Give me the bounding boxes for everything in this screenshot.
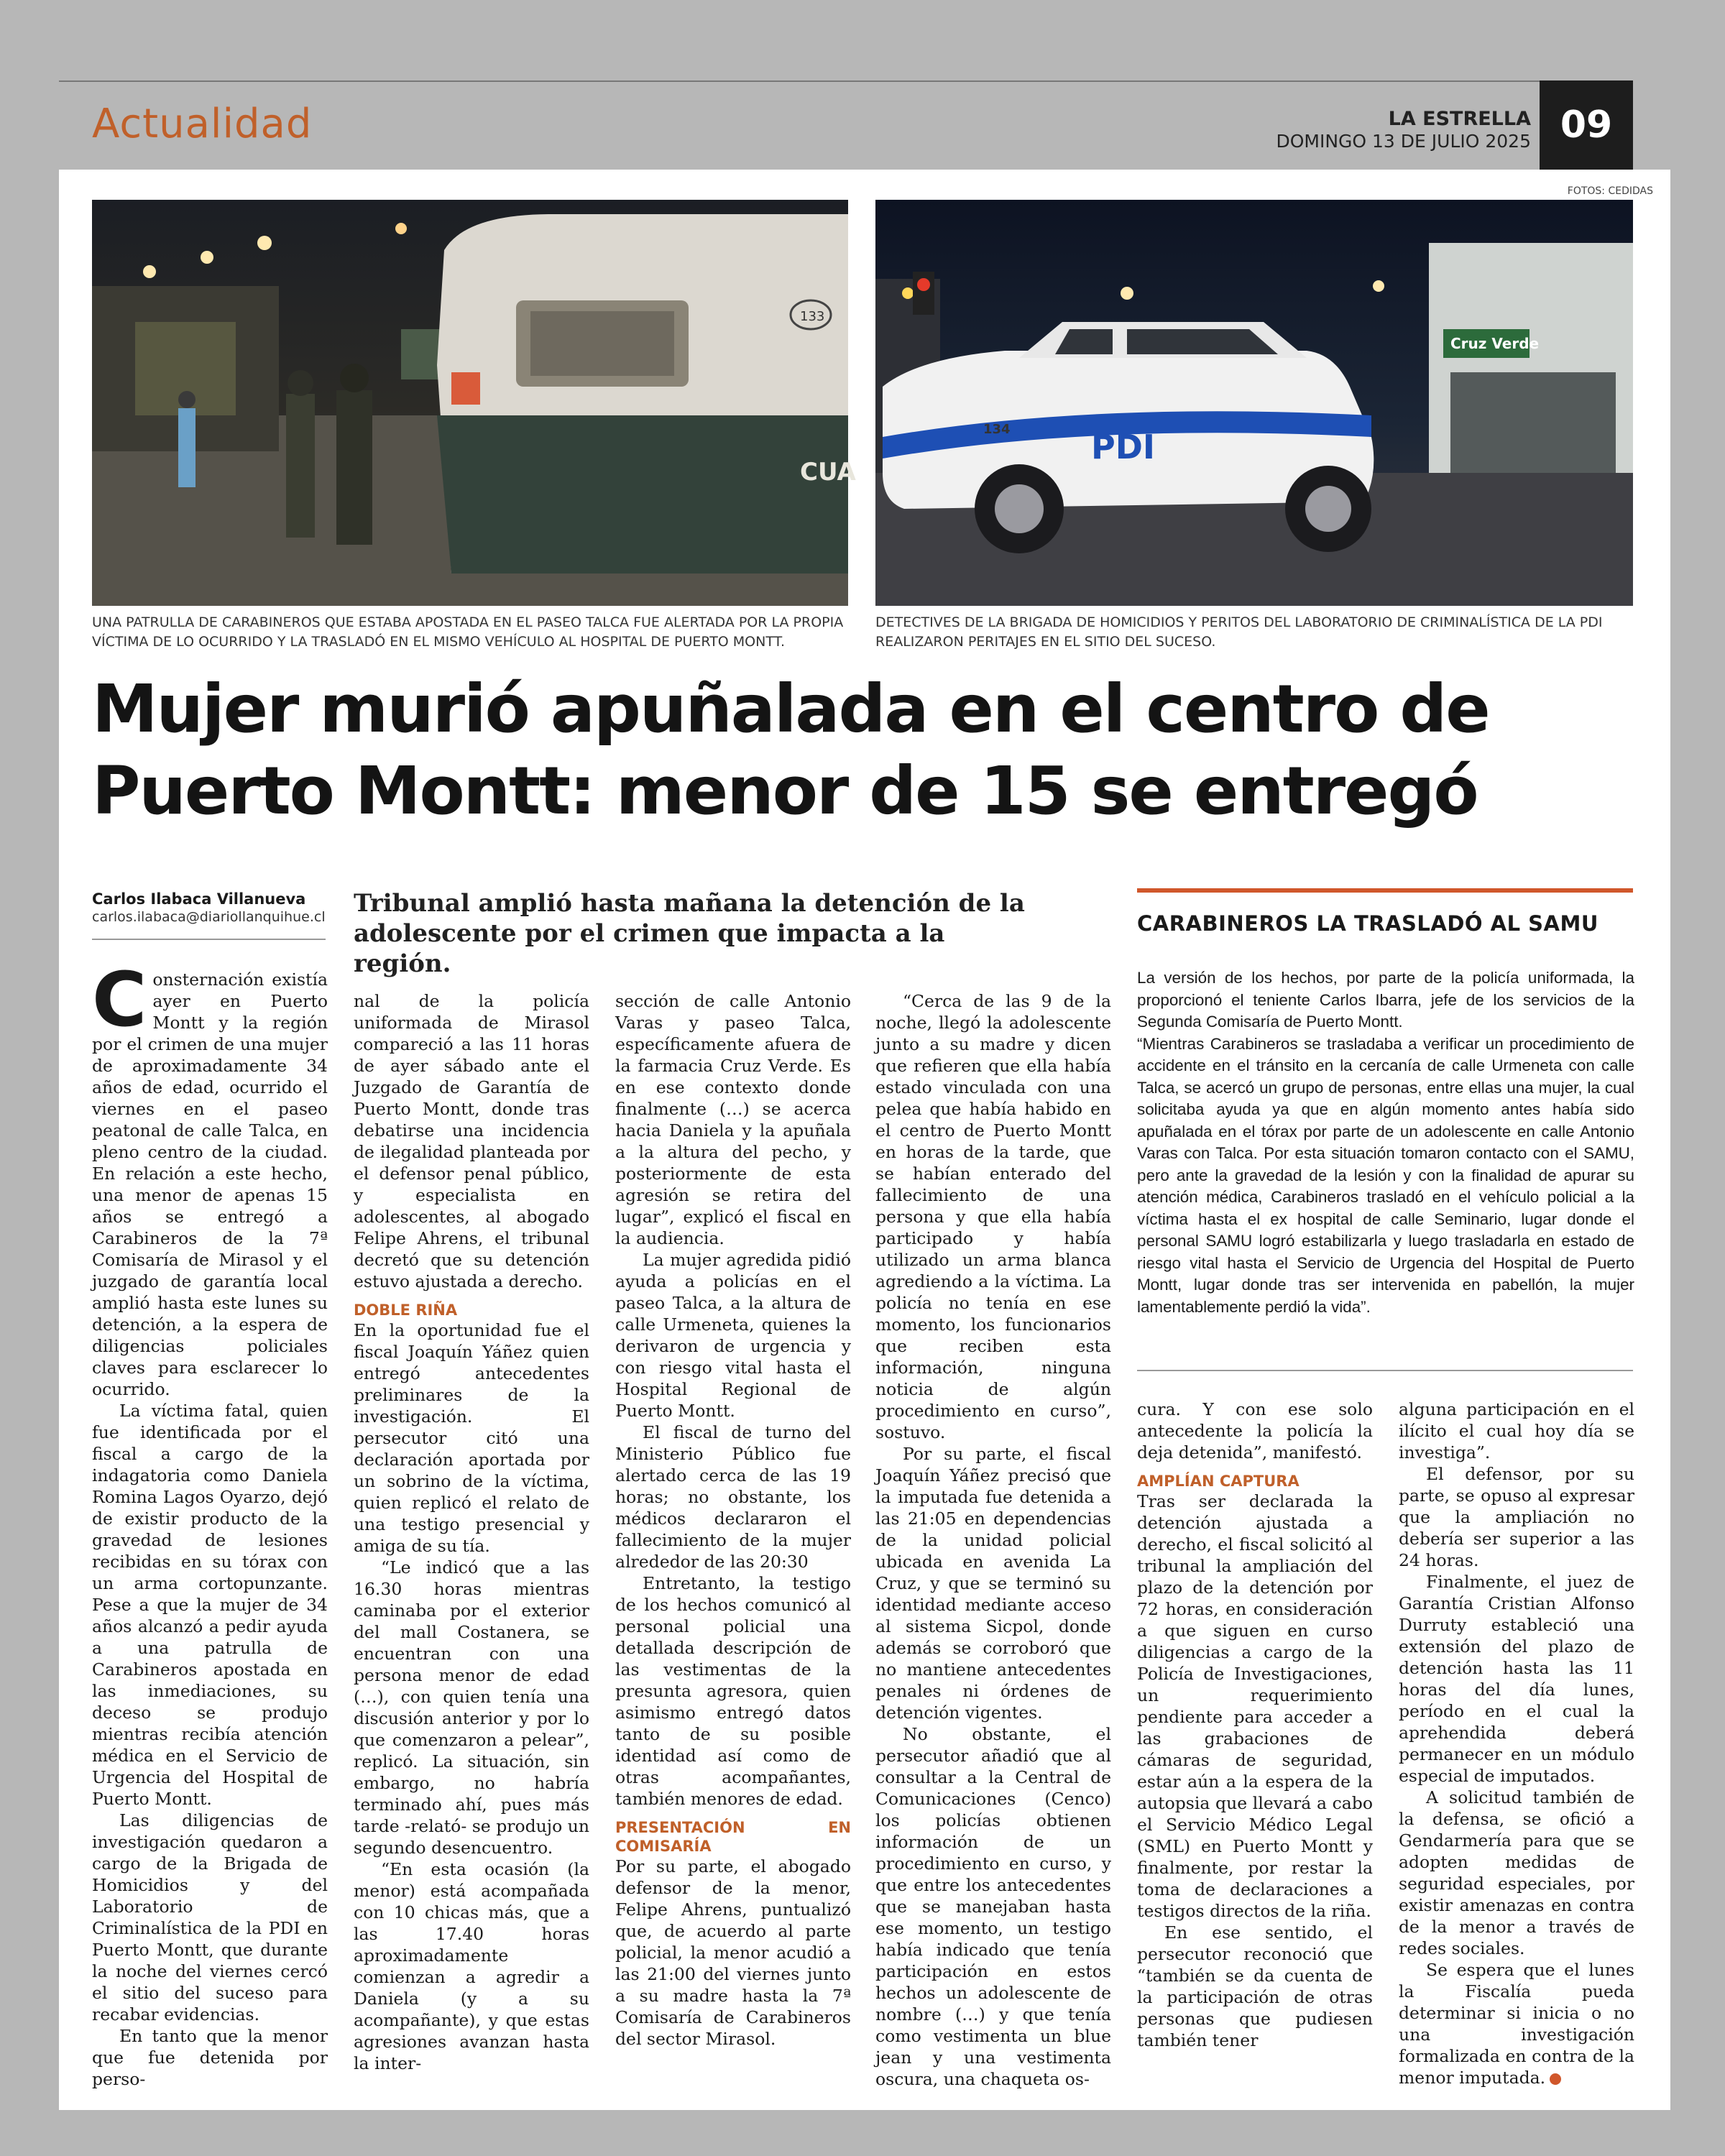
paragraph: Las diligencias de investigación quedaron a cargo de la Brigada de Homicidios y del Laboratorio de Criminalística de la PDI en Puerto Montt, que durante la noche del viernes cercó el sitio del suceso para recabar evidencias. — [92, 1810, 328, 2024]
paragraph: Tras ser declarada la detención ajustada a derecho, el fiscal solicitó al tribunal la ampliación del plazo de la detención por 72 horas, en consideración a que siguen en curso diligencias a cargo de la Policía de Investigaciones, un requerimiento pendiente para acceder a las grabaciones de cámaras de seguridad, estar aún a la espera de la autopsia que llevará a cabo el Servicio Médico Legal (SML) en Puerto Montt y finalmente, por restar la toma de declaraciones a testigos directos de la riña. — [1137, 1491, 1373, 1921]
header-rule — [59, 80, 1540, 82]
paragraph: El fiscal de turno del Ministerio Público fue alertado cerca de las 19 horas; no obstante, los médicos declararon el fallecimiento de la mujer alrededor de las 20:30 — [615, 1422, 851, 1572]
paragraph: No obstante, el persecutor añadió que al consultar a la Central de Comunicaciones (Cenco) los policías obtienen información de un procedimiento en curso, y que entre los antecedentes que se manejaban hasta ese momento, un testigo había indicado que tenía participación en estos hechos un adolescente de nombre (…) y que tenía como vestimenta un blue jean y una vestimenta oscura, una chaqueta os- — [875, 1724, 1111, 2089]
page-number: 09 — [1540, 80, 1633, 170]
masthead — [1276, 108, 1531, 152]
van-number: 133 — [800, 309, 825, 324]
publication-name: LA ESTRELLA — [1388, 108, 1531, 130]
van-label: CUA — [800, 458, 856, 487]
paragraph: Se espera que el lunes la Fiscalía pueda determinar si inicia o no una investigación formalizada en contra de la menor imputada. — [1399, 1960, 1634, 2088]
subhead-doble-rina: DOBLE RIÑA — [354, 1302, 458, 1319]
paragraph: Entretanto, la testigo de los hechos comunicó al personal policial una detallada descripción de las vestimentas de la presunta agresora, quien asimismo entregó datos tanto de su posible identidad así como de otras acompañantes, también menores de edad. — [615, 1573, 851, 1809]
box-title: CARABINEROS LA TRASLADÓ AL SAMU — [1137, 911, 1598, 936]
photo-credit: FOTOS: CEDIDAS — [1567, 185, 1653, 197]
end-mark-icon — [1550, 2073, 1561, 2085]
paragraph: La víctima fatal, quien fue identificada por el fiscal a cargo de la indagatoria como Daniela Romina Lagos Oyarzo, dejó de existir producto de la gravedad de lesiones recibidas en su tórax con un arma cortopunzante. Pese a que la mujer de 34 años alcanzó a pedir ayuda a una patrulla de Carabineros apostada en las inmediaciones, su deceso se produjo mientras recibía atención médica en el Servicio de Urgencia del Hospital de Puerto Montt. — [92, 1401, 328, 1809]
article-column-1 — [92, 956, 328, 2090]
paragraph: El defensor, por su parte, se opuso al expresar que la ampliación no debería ser superior a las 24 horas. — [1399, 1464, 1634, 1570]
byline — [92, 890, 326, 926]
publication-date: DOMINGO 13 DE JULIO 2025 — [1276, 131, 1531, 152]
paragraph: onsternación existía ayer en Puerto Montt y la región por el crimen de una mujer de aproximadamente 34 años de edad, ocurrido el viernes en el paseo peatonal de calle Talca, en pleno centro de la ciudad. En relación a este hecho, una menor de apenas 15 años se entregó a Carabineros de la 7ª Comisaría de Mirasol y el juzgado de garantía local amplió hasta este lunes su detención, a la espera de diligencias policiales claves para esclarecer lo ocurrido. — [92, 969, 328, 1399]
store-sign: Cruz Verde — [1450, 335, 1540, 352]
paragraph: alguna participación en el ilícito el cual hoy día se investiga”. — [1399, 1399, 1634, 1462]
paragraph: “Le indicó que a las 16.30 horas mientras caminaba por el exterior del mall Costanera, se encuentran con una persona menor de edad (…), con quien tenía una discusión anterior y por lo que comenzaron a pelear”, replicó. La situación, sin embargo, no habría terminado ahí, pues más tarde -relató- se produjo un segundo desencuentro. — [354, 1557, 589, 1858]
author-name: Carlos Ilabaca Villanueva — [92, 890, 306, 908]
box-paragraph: La versión de los hechos, por parte de la policía uniformada, la proporcionó el teniente Carlos Ibarra, jefe de los servicios de la Segunda Comisaría de Puerto Montt. — [1137, 969, 1634, 1031]
box-accent-rule — [1137, 888, 1633, 893]
vehicle-number: 134 — [983, 422, 1011, 437]
byline-rule — [92, 939, 326, 940]
article-deck: Tribunal amplió hasta mañana la detención de la adolescente por el crimen que impacta a la región. — [354, 889, 1025, 978]
paragraph: En ese sentido, el persecutor reconoció que “también se da cuenta de la participación de otras personas que pudiesen también tener — [1137, 1922, 1373, 2050]
paragraph: Finalmente, el juez de Garantía Cristian Alfonso Durruty estableció una extensión del plazo de detención hasta las 11 horas del día lunes, período en el cual la aprehendida deberá permanecer en un módulo especial de imputados. — [1399, 1572, 1634, 1786]
photo-pdi-vehicle — [875, 200, 1633, 606]
article-column-3 — [615, 990, 851, 2050]
paragraph: A solicitud también de la defensa, se ofició a Gendarmería para que se adopten medidas de seguridad especiales, por existir amenazas en contra de la menor a través de redes sociales. — [1399, 1787, 1634, 1958]
article-column-4 — [875, 990, 1111, 2090]
photo-carabineros-van — [92, 200, 856, 606]
section-label: Actualidad — [92, 101, 313, 147]
box-paragraph: “Mientras Carabineros se trasladaba a verificar un procedimiento de accidente en el tránsito en la cercanía de calle Urmeneta con calle Talca, se acercó un grupo de personas, entre ellas una mujer, la cual solicitaba ayuda ya que en algún momento antes había sido apuñalada en el tórax por parte de un adolescente en calle Antonio Varas con Talca. Por esta situación tomaron contacto con el SAMU, pero ante la gravedad de la lesión y con la finalidad de apurar su atención médica, Carabineros trasladó en el vehículo policial a la víctima hasta el ex hospital de calle Seminario, lugar donde el personal SAMU logró estabilizarla y luego trasladarla en estado de riesgo vital hasta el Servicio de Urgencia del Hospital de Puerto Montt, lugar donde tras ser intervenida en pabellón, la mujer lamentablemente perdió la vida”. — [1137, 1034, 1634, 1316]
author-email[interactable]: carlos.ilabaca@diariollanquihue.cl — [92, 909, 326, 925]
paragraph: sección de calle Antonio Varas y paseo Talca, específicamente afuera de la farmacia Cruz Verde. Es en ese contexto donde finalmente (…) se acerca hacia Daniela y la apuñala a la altura del pecho, y posteriormente de esta agresión se retira del lugar”, explicó el fiscal en la audiencia. — [615, 991, 851, 1248]
paragraph: “Cerca de las 9 de la noche, llegó la adolescente junto a su madre y dicen que refieren que ella había estado vinculada con una pelea que había habido en el centro de Puerto Montt en horas de la tarde, que se habían enterado del fallecimiento de una persona y que ella había participado y había utilizado un arma blanca agrediendo a la víctima. La policía no tenía en ese momento, los funcionarios que reciben esta información, ninguna noticia de algún procedimiento en curso”, sostuvo. — [875, 991, 1111, 1442]
photo-caption-left: UNA PATRULLA DE CARABINEROS QUE ESTABA APOSTADA EN EL PASEO TALCA FUE ALERTADA POR LA PROPIA VÍCTIMA DE LO OCURRIDO Y LA TRASLADÓ EN EL MISMO VEHÍCULO AL HOSPITAL DE PUERTO MONTT. — [92, 614, 844, 650]
paragraph: nal de la policía uniformada de Mirasol compareció a las 11 horas de ayer sábado ante el Juzgado de Garantía de Puerto Montt, donde tras debatirse una incidencia de ilegalidad planteada por el defensor penal público, y especialista en adolescentes, al abogado Felipe Ahrens, el tribunal decretó que su detención estuvo ajustada a derecho. — [354, 991, 589, 1291]
paragraph: cura. Y con ese solo antecedente la policía la deja detenida”, manifestó. — [1137, 1399, 1373, 1462]
article-column-5 — [1137, 1399, 1373, 2051]
paragraph: La mujer agredida pidió ayuda a policías en el paseo Talca, a la altura de calle Urmeneta, quienes la derivaron de urgencia y con riesgo vital hasta el Hospital Regional de Puerto Montt. — [615, 1250, 851, 1421]
box-body — [1137, 967, 1634, 1318]
box-bottom-rule — [1137, 1370, 1633, 1371]
pdi-logo: PDI — [1091, 428, 1156, 466]
subhead-amplian: AMPLÍAN CAPTURA — [1137, 1473, 1300, 1490]
subhead-presentacion: PRESENTACIÓN EN COMISARÍA — [615, 1819, 851, 1855]
paragraph: Por su parte, el abogado defensor de la menor, Felipe Ahrens, puntualizó que, de acuerdo al parte policial, la menor acudió a las 21:00 del viernes junto a su madre hasta la 7ª Comisaría de Carabineros del sector Mirasol. — [615, 1856, 851, 2049]
photo-caption-right: DETECTIVES DE LA BRIGADA DE HOMICIDIOS Y PERITOS DEL LABORATORIO DE CRIMINALÍSTICA DE LA PDI REALIZARON PERITAJES EN EL SITIO DEL SUCESO. — [875, 614, 1603, 650]
article-column-6 — [1399, 1399, 1634, 2088]
article-column-2 — [354, 990, 589, 2074]
paragraph: “En esta ocasión (la menor) está acompañada con 10 chicas más, que a las 17.40 horas aproximadamente comienzan a agredir a Daniela (y a su acompañante), y que estas agresiones avanzan hasta la inter- — [354, 1859, 589, 2073]
headline — [92, 668, 1644, 832]
paragraph: Por su parte, el fiscal Joaquín Yáñez precisó que la imputada fue detenida a las 21:05 en dependencias de la unidad policial ubicada en avenida La Cruz, y que se terminó su identidad mediante acceso al sistema Sicpol, donde además se corroboró que no mantiene antecedentes penales ni órdenes de detención vigentes. — [875, 1444, 1111, 1723]
drop-cap: C — [92, 956, 147, 1044]
paragraph: En tanto que la menor que fue detenida por perso- — [92, 2026, 328, 2089]
headline-line-2: Puerto Montt: menor de 15 se entregó — [92, 752, 1478, 829]
headline-line-1: Mujer murió apuñalada en el centro de — [92, 671, 1489, 747]
paragraph: En la oportunidad fue el fiscal Joaquín Yáñez quien entregó antecedentes preliminares de la investigación. El persecutor citó una declaración aportada por un sobrino de la víctima, quien replicó el relato de una testigo presencial y amiga de su tía. — [354, 1320, 589, 1556]
